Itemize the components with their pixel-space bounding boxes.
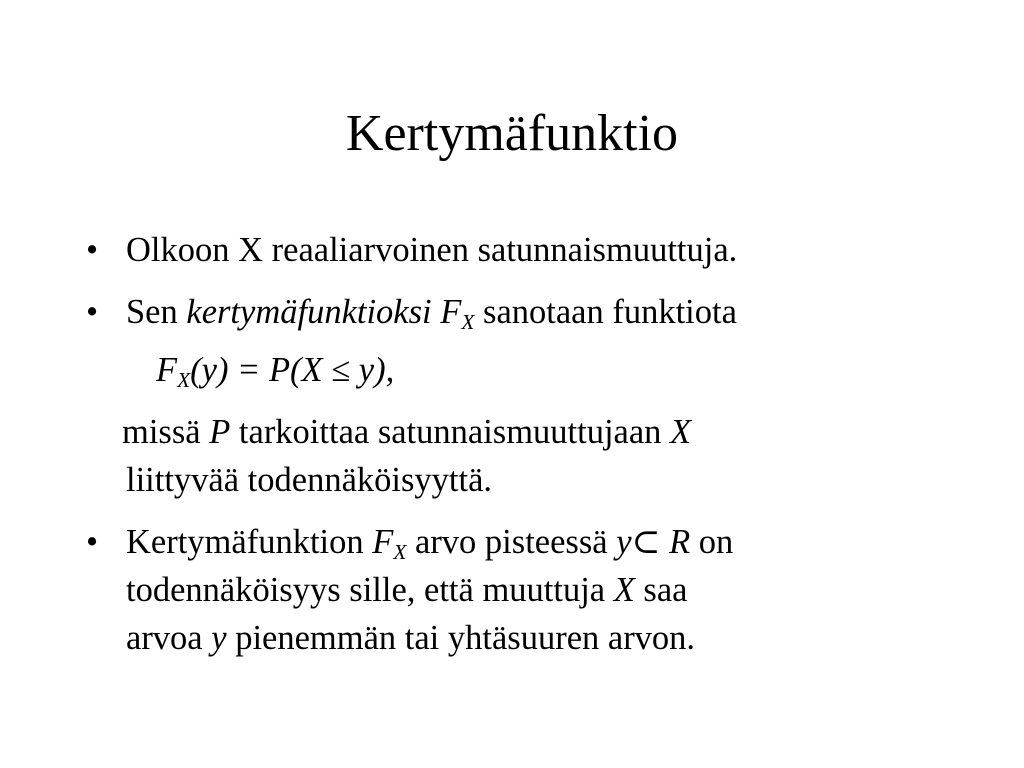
bullet-3-line-1 [126, 520, 733, 564]
slide-title: Kertymäfunktio [345, 105, 679, 162]
where-line2-text: liittyvää todennäköisyyttä. [126, 461, 493, 499]
where-p: P [209, 413, 231, 451]
bullet-marker-1: • [86, 231, 99, 269]
where-w2: tarkoittaa satunnaismuuttujaan [230, 413, 671, 451]
b3-w3: on [690, 523, 734, 561]
b2-f-subscript: X [461, 309, 475, 334]
formula-f: F [156, 351, 178, 389]
b3-line2b: saa [634, 571, 688, 609]
b3-w1: Kertymäfunktion [126, 523, 373, 561]
b2-f: F [440, 293, 462, 331]
bullet-marker-2: • [86, 293, 99, 331]
b3-w2: arvo pisteessä [406, 523, 617, 561]
bullet-3-line-3 [126, 616, 695, 660]
b3-x: X [613, 571, 635, 609]
b3-line2a: todennäköisyys sille, että muuttuja [126, 571, 614, 609]
where-line-1 [122, 410, 691, 454]
bullet-3-line-2 [126, 568, 687, 612]
where-line-2 [126, 458, 492, 502]
b3-line3b: pienemmän tai yhtäsuuren arvon. [226, 619, 696, 657]
b2-prefix: Sen [126, 293, 187, 331]
where-w1: missä [122, 413, 210, 451]
formula-rest: (y) = P(X ≤ y), [190, 351, 395, 389]
b2-term: kertymäfunktioksi [186, 293, 432, 331]
bullet-1-sentence: Olkoon X reaaliarvoinen satunnaismuuttuja. [126, 231, 738, 269]
b3-r: R [669, 523, 691, 561]
b3-space [660, 523, 669, 561]
formula-f-subscript: X [177, 367, 191, 392]
bullet-2-text [126, 290, 737, 334]
formula [156, 348, 394, 392]
b3-subset-symbol: ⊂ [631, 523, 661, 561]
b3-y2: y [211, 619, 227, 657]
b3-y: y [616, 523, 632, 561]
b3-f: F [372, 523, 394, 561]
b2-suffix: sanotaan funktiota [474, 293, 737, 331]
where-x: X [670, 413, 692, 451]
b3-line3a: arvoa [126, 619, 212, 657]
b2-space [432, 293, 441, 331]
bullet-marker-3: • [86, 523, 99, 561]
b3-f-subscript: X [393, 539, 407, 564]
bullet-1-text [126, 228, 737, 272]
